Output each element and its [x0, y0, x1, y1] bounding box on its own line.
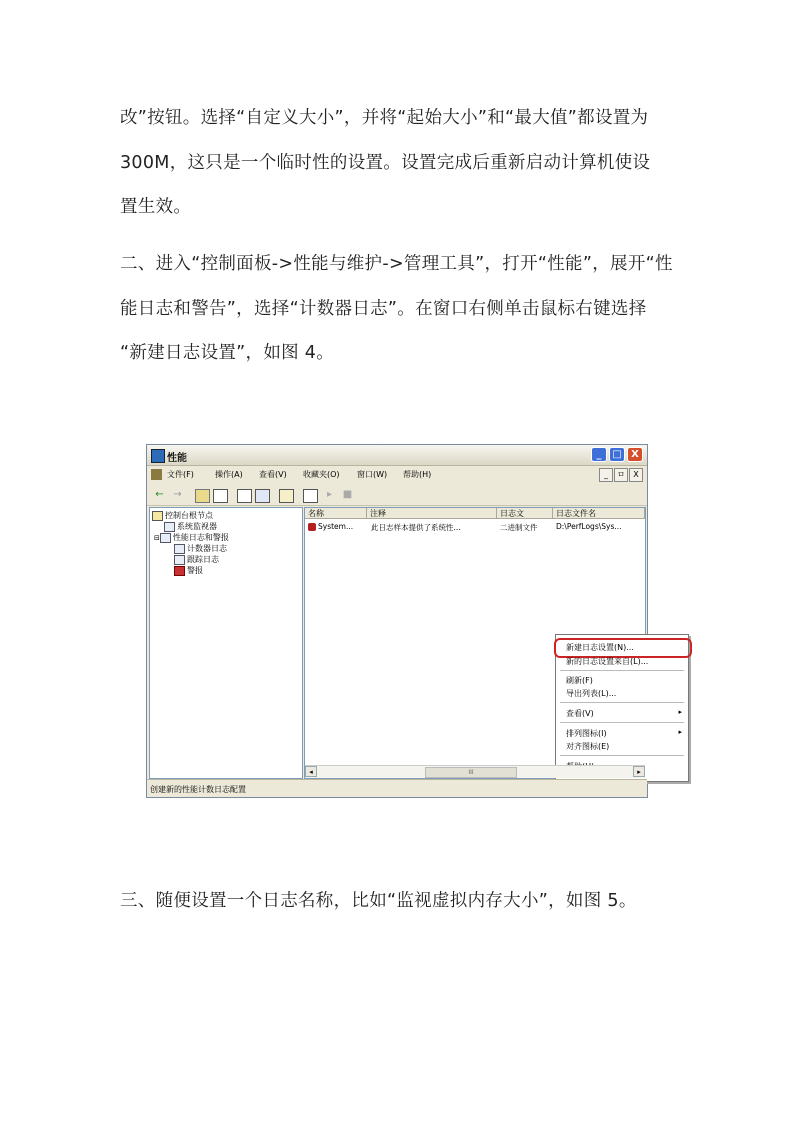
menu-view[interactable]: 查看(V)	[259, 470, 287, 479]
help-icon[interactable]	[279, 489, 294, 503]
menu-item-refresh[interactable]: 刷新(F)	[566, 676, 593, 685]
log-icon	[308, 523, 316, 531]
folder-icon	[152, 511, 163, 521]
properties-icon[interactable]	[237, 489, 252, 503]
scroll-left-icon[interactable]: ◂	[305, 766, 317, 777]
mmc-icon[interactable]	[151, 469, 162, 480]
menu-item-new-log-settings[interactable]: 新建日志设置(N)...	[566, 643, 634, 652]
status-text: 创建新的性能计数日志配置	[150, 785, 246, 794]
menu-separator	[560, 722, 684, 723]
collapse-icon[interactable]: ⊟	[154, 534, 160, 542]
tree-item-alerts[interactable]: 警报	[174, 565, 203, 576]
toolbar	[147, 485, 647, 506]
close-button[interactable]: X	[627, 447, 643, 462]
mdi-close-button[interactable]: X	[629, 468, 643, 482]
start-icon[interactable]: ▸	[326, 489, 333, 500]
maximize-button[interactable]: □	[609, 447, 625, 462]
window-titlebar[interactable]	[147, 445, 647, 466]
tree-item-perf-logs[interactable]: ⊟ 性能日志和警报	[154, 533, 229, 542]
stop-icon[interactable]: ■	[342, 489, 353, 500]
submenu-arrow-icon: ▸	[678, 708, 682, 716]
row-comment: 此日志样本提供了系统性...	[371, 523, 461, 532]
console-tree	[149, 507, 303, 779]
menu-file[interactable]: 文件(F)	[167, 470, 194, 479]
text-line: 置生效。	[120, 197, 192, 217]
context-menu	[555, 634, 689, 782]
screenshot-figure	[146, 444, 682, 798]
window-title: 性能	[167, 453, 187, 464]
status-bar	[147, 779, 647, 797]
details-pane	[304, 507, 682, 779]
menu-item-line-up-icons[interactable]: 对齐图标(E)	[566, 742, 610, 751]
tree-item-console-root[interactable]: 控制台根节点	[152, 510, 213, 521]
tree-item-system-monitor[interactable]: 系统监视器	[164, 521, 217, 532]
back-arrow-icon[interactable]: ←	[155, 489, 164, 500]
menu-favorites[interactable]: 收藏夹(O)	[303, 470, 340, 479]
submenu-arrow-icon: ▸	[678, 728, 682, 736]
text-line: “新建日志设置”，如图 4。	[120, 343, 335, 363]
tree-item-counter-logs[interactable]: 计数器日志	[174, 543, 227, 554]
column-header-log-file[interactable]: 日志文件名	[553, 508, 645, 519]
scroll-thumb[interactable]: III	[425, 767, 517, 778]
menu-item-new-log-from[interactable]: 新的日志设置来自(L)...	[566, 657, 649, 666]
row-log-type: 二进制文件	[500, 523, 538, 532]
menu-separator	[560, 702, 684, 703]
minimize-button[interactable]: _	[591, 447, 607, 462]
menu-separator	[560, 755, 684, 756]
horizontal-scrollbar[interactable]	[305, 765, 645, 778]
column-header-log-type[interactable]: 日志文	[497, 508, 553, 519]
menu-bar	[147, 466, 647, 484]
performance-app-icon	[151, 449, 165, 463]
console-tree-icon[interactable]	[213, 489, 228, 503]
menu-action[interactable]: 操作(A)	[215, 470, 243, 479]
column-header-comment[interactable]: 注释	[367, 508, 497, 519]
counter-log-icon	[174, 544, 185, 554]
menu-item-export-list[interactable]: 导出列表(L)...	[566, 689, 617, 698]
text-line: 改”按钮。选择“自定义大小”，并将“起始大小”和“最大值”都设置为	[120, 108, 649, 128]
trace-log-icon	[174, 555, 185, 565]
text-line: 能日志和警告”，选择“计数器日志”。在窗口右侧单击鼠标右键选择	[120, 299, 647, 319]
column-header-name[interactable]: 名称	[305, 508, 367, 519]
text-line: 二、进入“控制面板->性能与维护->管理工具”，打开“性能”，展开“性	[120, 254, 673, 274]
mdi-restore-button[interactable]: ㅁ	[614, 468, 628, 482]
logs-icon	[160, 533, 171, 543]
tree-item-trace-logs[interactable]: 跟踪日志	[174, 554, 219, 565]
text-line: 三、随便设置一个日志名称，比如“监视虚拟内存大小”，如图 5。	[120, 891, 637, 911]
row-log-file: D:\PerfLogs\Sys...	[556, 522, 622, 531]
row-name: System...	[308, 522, 366, 531]
menu-separator	[560, 670, 684, 671]
alert-icon	[174, 566, 185, 576]
scroll-right-icon[interactable]: ▸	[633, 766, 645, 777]
mdi-minimize-button[interactable]: _	[599, 468, 613, 482]
menu-item-view[interactable]: 查看(V)	[566, 709, 594, 718]
menu-item-arrange-icons[interactable]: 排列图标(I)	[566, 729, 607, 738]
monitor-icon	[164, 522, 175, 532]
folder-up-icon[interactable]	[195, 489, 210, 503]
mdi-controls	[599, 468, 643, 482]
export-list-icon[interactable]	[255, 489, 270, 503]
new-log-icon[interactable]	[303, 489, 318, 503]
menu-help[interactable]: 帮助(H)	[403, 470, 432, 479]
menu-window[interactable]: 窗口(W)	[357, 470, 388, 479]
forward-arrow-icon[interactable]: →	[173, 489, 182, 500]
text-line: 300M，这只是一个临时性的设置。设置完成后重新启动计算机使设	[120, 153, 651, 173]
